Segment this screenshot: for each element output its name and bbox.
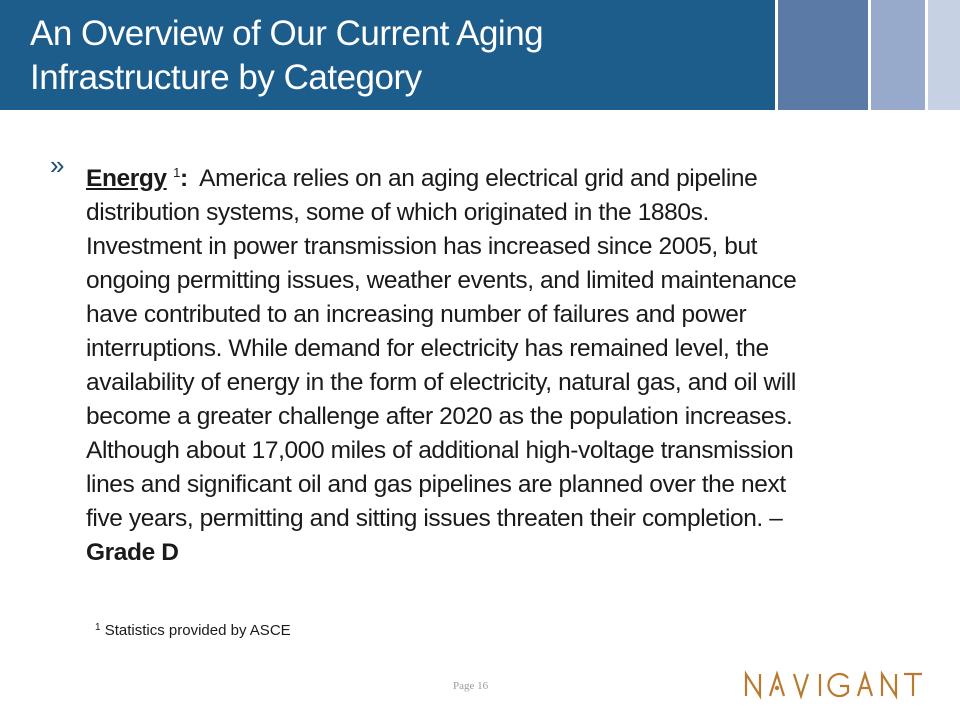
footnote-ref: 1 [173,165,180,180]
slide-title-line: Infrastructure by Category [30,58,422,97]
footnote-text: Statistics provided by ASCE [104,622,291,639]
bullet-marker: » [50,150,65,180]
paragraph-line: interruptions. While demand for electricity has remained level, the [86,335,769,362]
navigant-logo [744,666,924,702]
page-number: Page 16 [453,680,489,692]
slide-title [30,12,770,100]
paragraph-line: availability of energy in the form of electricity, natural gas, and oil will [86,369,796,396]
footnote-number: 1 [95,622,101,633]
header-accent-stripe [871,0,925,110]
paragraph-line: ongoing permitting issues, weather events, and limited maintenance [86,267,797,294]
paragraph-line: Investment in power transmission has increased since 2005, but [86,233,758,260]
paragraph-line: Although about 17,000 miles of additional high-voltage transmission [86,437,794,464]
logo-mark [746,674,922,696]
header-accent-stripe [928,0,960,110]
slide-title-line: An Overview of Our Current Aging [30,14,544,53]
bullet-paragraph [86,156,936,570]
grade-label: Grade D [86,539,179,566]
paragraph-line [86,156,936,196]
paragraph-line: become a greater challenge after 2020 as the population increases. [86,403,793,430]
paragraph-text: America relies on an aging electrical grid and pipeline [199,165,758,192]
bullet-term: Energy [86,165,167,192]
paragraph-line: have contributed to an increasing number of failures and power [86,301,747,328]
footnote [95,622,291,639]
paragraph-line: distribution systems, some of which originated in the 1880s. [86,199,709,226]
paragraph-line: lines and significant oil and gas pipelines are planned over the next [86,471,786,498]
term-colon: : [179,165,188,192]
paragraph-line: five years, permitting and sitting issues threaten their completion. – [86,505,783,532]
header-accent-stripe [778,0,868,110]
